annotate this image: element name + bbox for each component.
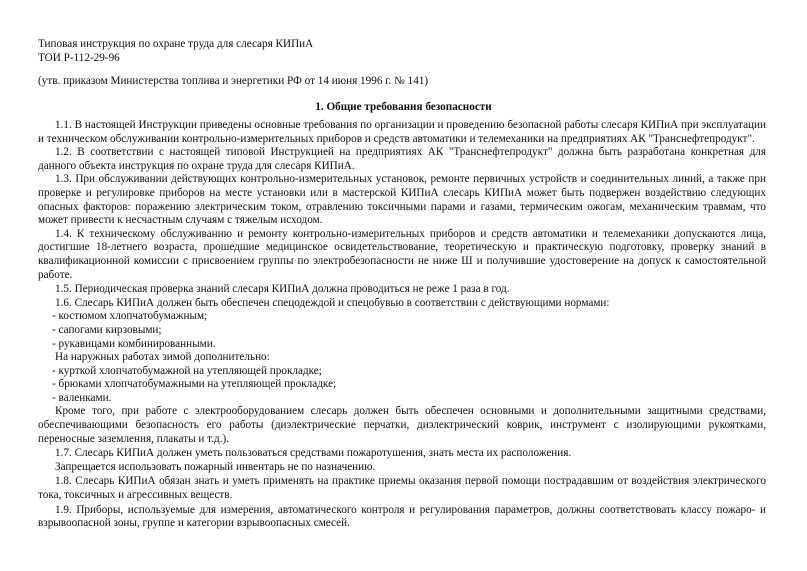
paragraph-1-3: 1.3. При обслуживании действующих контрольно-измерительных установок, ремонте первичных устройств и соединительных линий, а также при проверке и регулировке приборов на месте установки или в мастерской КИПиА слесарь КИПиА может быть подвержен воздействию следующих опасных факторов: поражению электрическим током, отравлению токсичными парами и газами, термическим ожогам, механическим травмам, что может привести к несчастным случаям с тяжелым исходом. [38, 173, 766, 227]
approval-note: (утв. приказом Министерства топлива и энергетики РФ от 14 июня 1996 г. № 141) [38, 75, 429, 87]
paragraph-1-2: 1.2. В соответствии с настоящей типовой Инструкцией на предприятиях АК "Транснефтепродукт" должна быть разработана конкретная для данного объекта инструкция по охране труда для слесаря КИПиА. [38, 146, 766, 172]
document-code: ТОИ Р-112-29-96 [38, 51, 120, 64]
winter-clothing-intro: На наружных работах зимой дополнительно: [55, 351, 270, 364]
paragraph-1-4: 1.4. К техническому обслуживанию и ремонту контрольно-измерительных приборов и средств автоматики и телемеханики допускаются лица, достигшие 18-летнего возраста, прошедшие медицинское освидетельствование, теоретическую и практическую подготовку, проверку знаний в квалификационной комиссии с присвоением группы по электробезопасности не ниже Ш и получившие удостоверение на допуск к самостоятельной работе. [38, 227, 766, 281]
document-header [38, 38, 313, 65]
paragraph-1-1: 1.1. В настоящей Инструкции приведены основные требования по организации и проведению безопасной работы слесаря КИПиА при эксплуатации и техническом обслуживании контрольно-измерительных приборов и средств автоматики и телемеханики на предприятиях АК "Транснефтепродукт". [38, 119, 766, 145]
paragraph-1-5: 1.5. Периодическая проверка знаний слесаря КИПиА должна проводиться не реже 1 раза в год. [55, 283, 510, 296]
list-item: - сапогами кирзовыми; [52, 323, 162, 336]
document-title: Типовая инструкция по охране труда для слесаря КИПиА [38, 38, 314, 50]
list-item: - курткой хлопчатобумажной на утепляющей прокладке; [52, 364, 322, 377]
paragraph-1-8: 1.8. Слесарь КИПиА обязан знать и уметь применять на практике приемы оказания первой помощи пострадавшим от воздействия электрического тока, токсичных и агрессивных веществ. [38, 475, 766, 502]
document-body [38, 119, 766, 531]
list-item: - рукавицами комбинированными. [52, 337, 216, 350]
paragraph-1-7: 1.7. Слесарь КИПиА должен уметь пользоваться средствами пожаротушения, знать места их расположения. [55, 447, 572, 460]
section-title: 1. Общие требования безопасности [315, 101, 492, 113]
paragraph-1-9: 1.9. Приборы, используемые для измерения, автоматического контроля и регулирования параметров, должны соответствовать классу пожаро- и взрывоопасной зоны, группе и категории взрывоопасных смесей. [38, 503, 766, 530]
list-item: - валенками. [52, 391, 112, 404]
protective-equipment-paragraph: Кроме того, при работе с электрооборудованием слесарь должен быть обеспечен основными и дополнительными защитными средствами, обеспечивающими безопасность его работы (диэлектрические перчатки, диэлектрический коврик, инструмент с изолирующими рукоятками, переносные заземления, плакаты и т.д.). [38, 405, 766, 445]
list-item: - костюмом хлопчатобумажным; [52, 310, 208, 323]
fire-equipment-prohibition: Запрещается использовать пожарный инвентарь не по назначению. [55, 460, 376, 473]
list-item: - брюками хлопчатобумажными на утепляющей прокладке; [52, 378, 337, 391]
paragraph-1-6: 1.6. Слесарь КИПиА должен быть обеспечен спецодеждой и спецобувью в соответствии с действующими нормами: [55, 296, 610, 309]
